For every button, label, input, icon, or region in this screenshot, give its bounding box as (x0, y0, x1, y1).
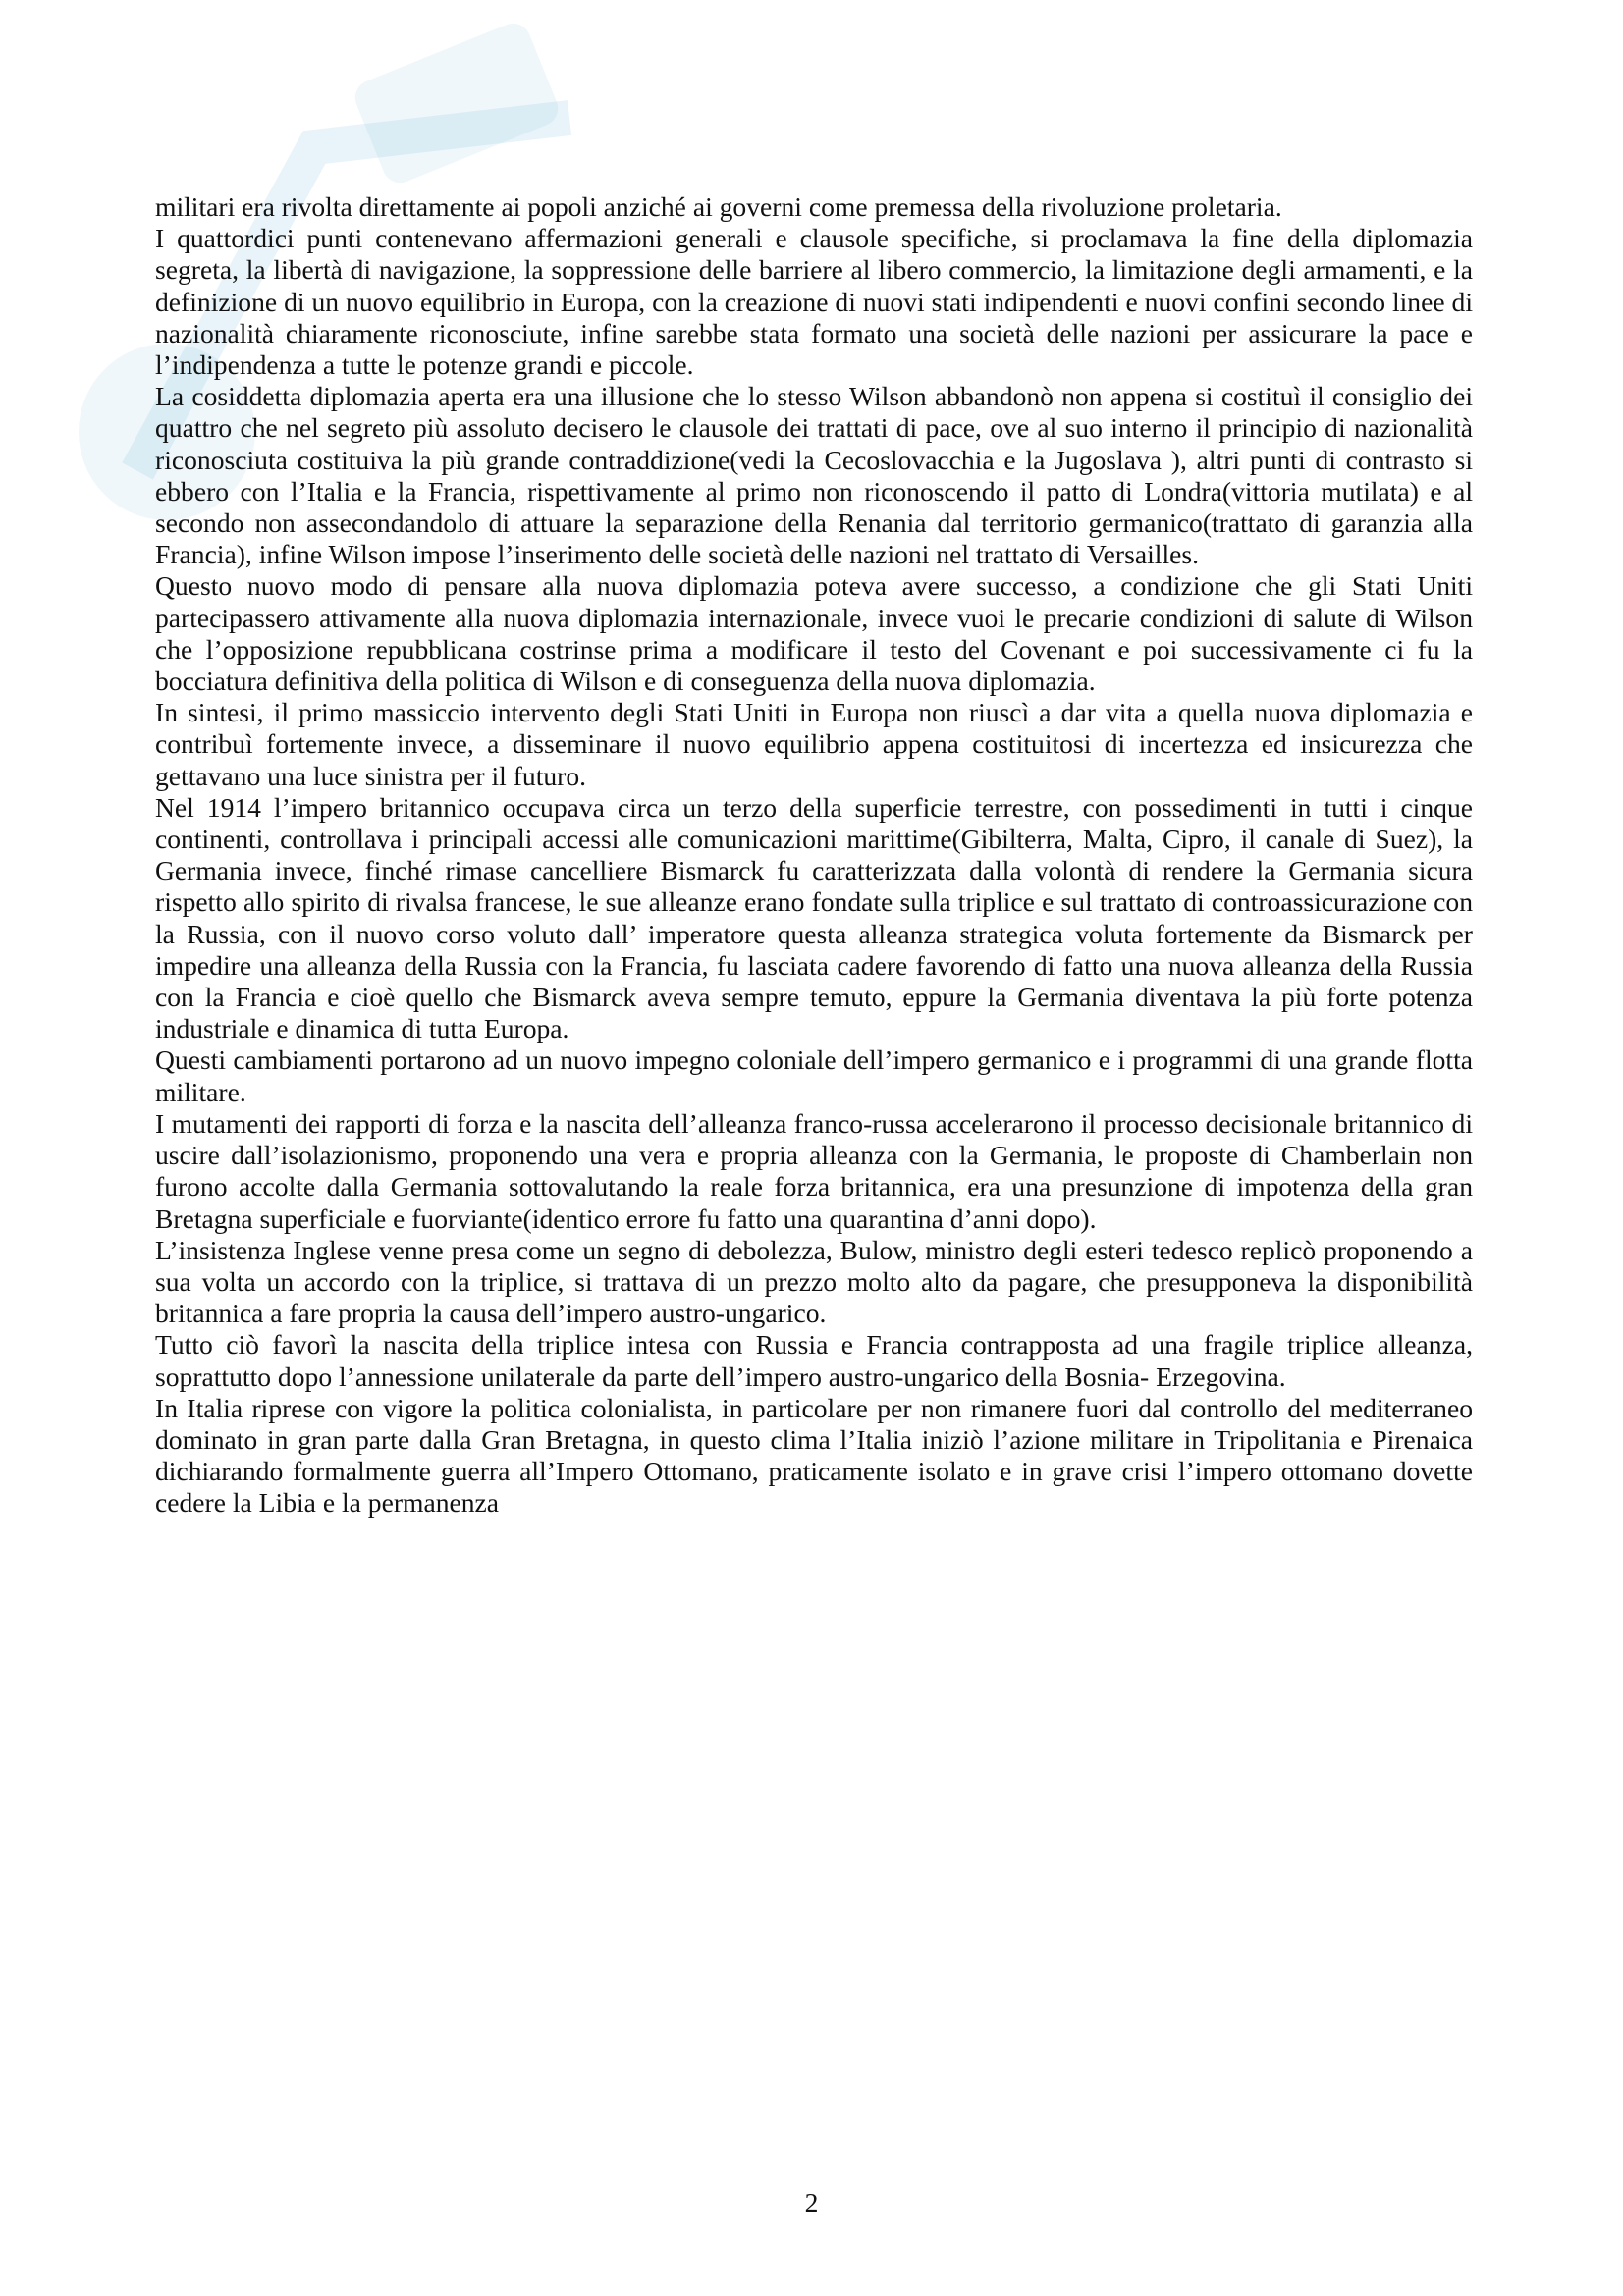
paragraph: Questo nuovo modo di pensare alla nuova diplomazia poteva avere successo, a condizione che gli Stati Uniti partecipassero attivamente alla nuova diplomazia internazionale, invece vuoi le precarie condizioni di salute di Wilson che l’opposizione repubblicana costrinse prima a modificare il testo del Covenant e poi successivamente ci fu la bocciatura definitiva della politica di Wilson e di conseguenza della nuova diplomazia. (155, 570, 1473, 697)
page-body (155, 191, 1473, 1520)
paragraph: Questi cambiamenti portarono ad un nuovo impegno coloniale dell’impero germanico e i programmi di una grande flotta militare. (155, 1044, 1473, 1107)
paragraph: militari era rivolta direttamente ai popoli anziché ai governi come premessa della rivoluzione proletaria. (155, 191, 1282, 222)
paragraph: I mutamenti dei rapporti di forza e la nascita dell’alleanza franco-russa accelerarono il processo decisionale britannico di uscire dall’isolazionismo, proponendo una vera e propria alleanza con la Germania, le proposte di Chamberlain non furono accolte dalla Germania sottovalutando la reale forza britannica, era una presunzione di impotenza della gran Bretagna superficiale e fuorviante(identico errore fu fatto una quarantina d’anni dopo). (155, 1107, 1473, 1234)
paragraph: In sintesi, il primo massiccio intervento degli Stati Uniti in Europa non riuscì a dar vita a quella nuova diplomazia e contribuì fortemente invece, a disseminare il nuovo equilibrio appena costituitosi di incertezza ed insicurezza che gettavano una luce sinistra per il futuro. (155, 697, 1473, 791)
paragraph: I quattordici punti contenevano affermazioni generali e clausole specifiche, si proclamava la fine della diplomazia segreta, la libertà di navigazione, la soppressione delle barriere al libero commercio, la limitazione degli armamenti, e la definizione di un nuovo equilibrio in Europa, con la creazione di nuovi stati indipendenti e nuovi confini secondo linee di nazionalità chiaramente riconosciute, infine sarebbe stata formato una società delle nazioni per assicurare la pace e l’indipendenza a tutte le potenze grandi e piccole. (155, 223, 1473, 381)
page-number: 2 (804, 2187, 819, 2217)
paragraph: L’insistenza Inglese venne presa come un segno di debolezza, Bulow, ministro degli esteri tedesco replicò proponendo a sua volta un accordo con la triplice, si trattava di un prezzo molto alto da pagare, che presupponeva la disponibilità britannica a fare propria la causa dell’impero austro-ungarico. (155, 1234, 1473, 1329)
paragraph: Nel 1914 l’impero britannico occupava circa un terzo della superficie terrestre, con possedimenti in tutti i cinque continenti, controllava i principali accessi alle comunicazioni marittime(Gibilterra, Malta, Cipro, il canale di Suez), la Germania invece, finché rimase cancelliere Bismarck fu caratterizzata dalla volontà di rendere la Germania sicura rispetto allo spirito di rivalsa francese, le sue alleanze erano fondate sulla triplice e sul trattato di controassicurazione con la Russia, con il nuovo corso voluto dall’ imperatore questa alleanza strategica voluta fortemente da Bismarck per impedire una alleanza della Russia con la Francia, fu lasciata cadere favorendo di fatto una nuova alleanza della Russia con la Francia e cioè quello che Bismarck aveva sempre temuto, eppure la Germania diventava la più forte potenza industriale e dinamica di tutta Europa. (155, 791, 1473, 1044)
paragraph: In Italia riprese con vigore la politica colonialista, in particolare per non rimanere fuori dal controllo del mediterraneo dominato in gran parte dalla Gran Bretagna, in questo clima l’Italia iniziò l’azione militare in Tripolitania e Pirenaica dichiarando formalmente guerra all’Impero Ottomano, praticamente isolato e in grave crisi l’impero ottomano dovette cedere la Libia e la permanenza (155, 1392, 1473, 1519)
paragraph: La cosiddetta diplomazia aperta era una illusione che lo stesso Wilson abbandonò non appena si costituì il consiglio dei quattro che nel segreto più assoluto decisero le clausole dei trattati di pace, ove al suo interno il principio di nazionalità riconosciuta costituiva la più grande contraddizione(vedi la Cecoslovacchia e la Jugoslava ), altri punti di contrasto si ebbero con l’Italia e la Francia, rispettivamente al primo non riconoscendo il patto di Londra(vittoria mutilata) e al secondo non assecondandolo di attuare la separazione della Renania dal territorio germanico(trattato di garanzia alla Francia), infine Wilson impose l’inserimento delle società delle nazioni nel trattato di Versailles. (155, 381, 1473, 570)
paragraph: Tutto ciò favorì la nascita della triplice intesa con Russia e Francia contrapposta ad una fragile triplice alleanza, soprattutto dopo l’annessione unilaterale da parte dell’impero austro-ungarico della Bosnia- Erzegovina. (155, 1329, 1473, 1392)
